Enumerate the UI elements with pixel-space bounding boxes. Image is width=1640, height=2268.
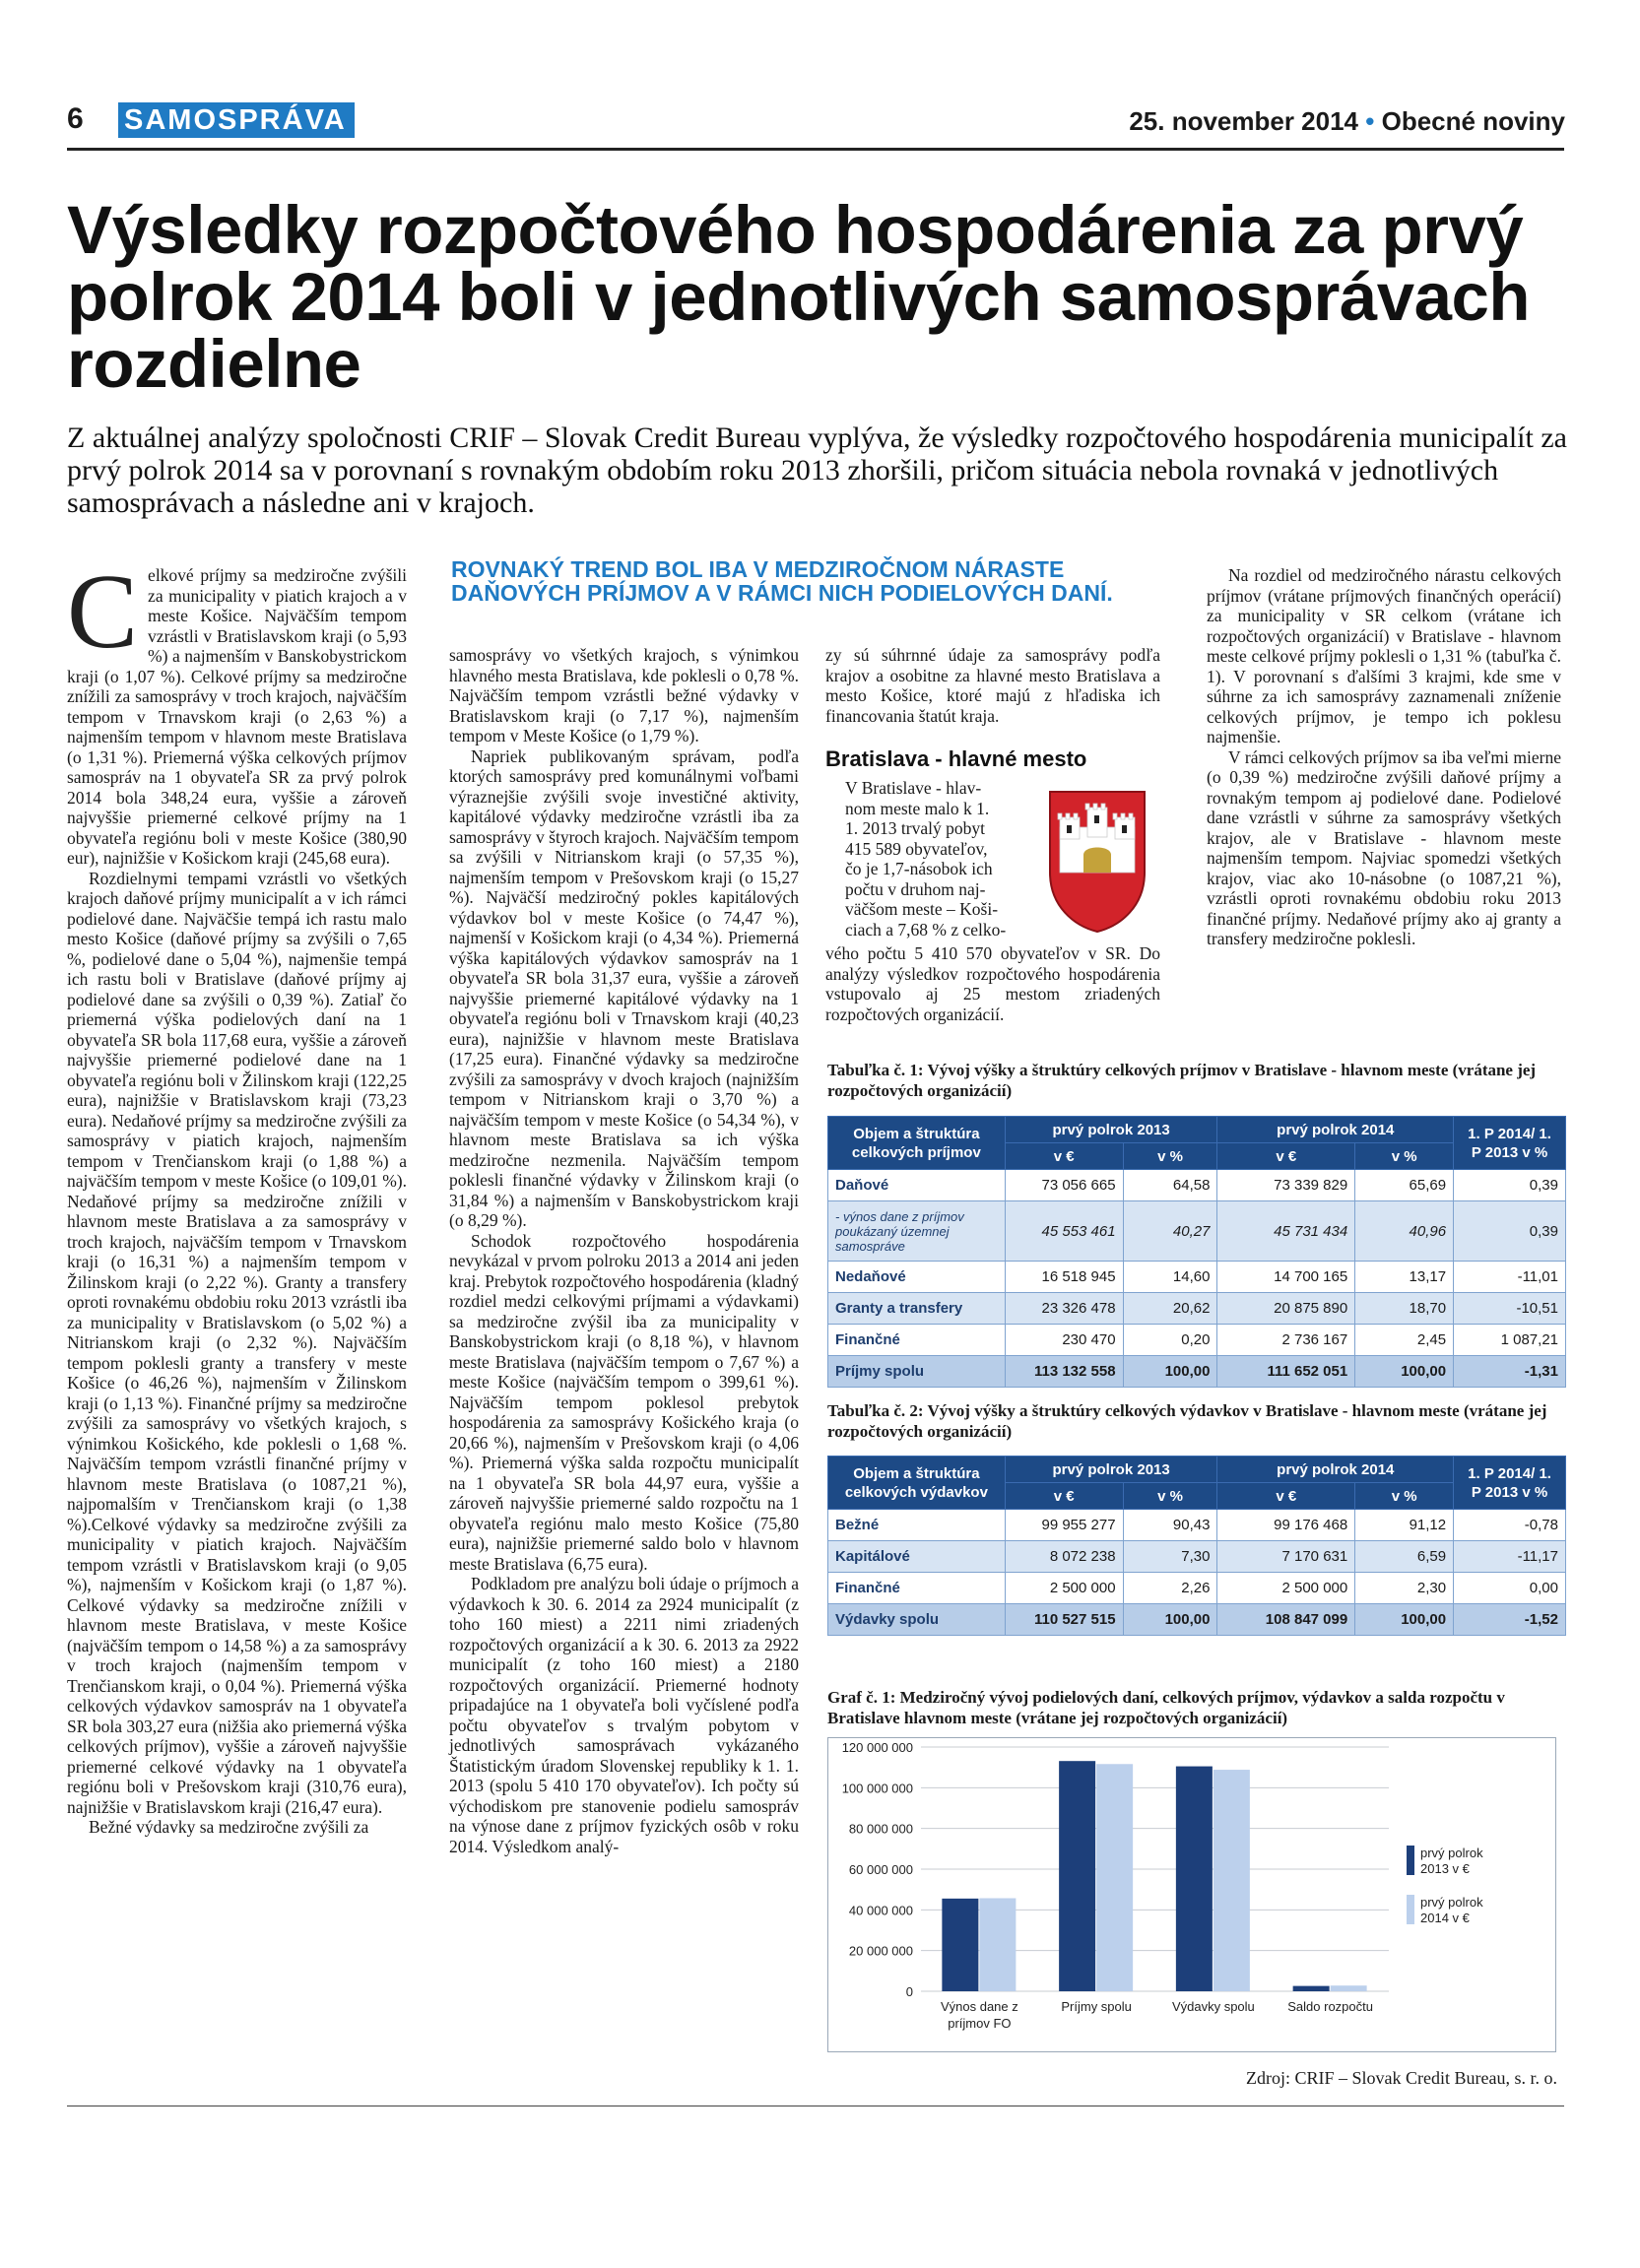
table-income xyxy=(827,1116,1566,1388)
page-number: 6 xyxy=(67,102,84,135)
cell: 16 518 945 xyxy=(1005,1262,1123,1293)
line: počtu v druhom naj- xyxy=(845,878,986,899)
y-tick-label: 20 000 000 xyxy=(848,1943,913,1959)
row-label: Výdavky spolu xyxy=(828,1604,1006,1636)
bar-chart xyxy=(827,1737,1556,2052)
cell: 20,62 xyxy=(1123,1293,1217,1325)
table-head-period2: prvý polrok 2014 xyxy=(1217,1117,1454,1143)
paragraph: Podkladom pre analýzu boli údaje o príjmoch a výdavkoch k 30. 6. 2014 za 2924 municipalít (z toho 160 miest) a 2211 nimi zriadených rozpočtových organizácií a k 30. 6. 2013 za 2922 municipalít (z toho 160 miest) a 2180 rozpočtových organizácií. Priemerné hodnoty pripadajúce na 1 obyvateľa boli vyčíslené podľa počtu obyvateľov s trvalým pobytom v jednotlivých samosprávach vykázaného Štatistickým úradom Slovenskej republiky k 1. 1. 2013 (spolu 5 410 170 obyvateľov). Ich počty sú východiskom pre stanovenie podielu samospráv na výnose dane z príjmov fyzických osôb v roku 2014. Výsledkom analý- xyxy=(449,1574,799,1856)
cell: 2,26 xyxy=(1123,1573,1217,1604)
bar xyxy=(1331,1985,1367,1991)
table-row xyxy=(828,1170,1566,1201)
paragraph: Napriek publikovaným správam, podľa ktorých samosprávy pred komunálnymi voľbami výraznejšie zvýšili svoje investičné aktivity, kapitálové výdavky medziročne vzrástli iba za samosprávy v štyroch krajoch. Najväčším tempom sa zvýšili v Nitrianskom kraji (o 57,35 %), najmenším tempom v Prešovskom kraji (o 15,27 %). Najväčší medziročný pokles kapitálových výdavkov bol v meste Košice (o 74,47 %), najmenší v Košickom kraji (o 4,34 %). Priemerná výška kapitálových výdavkov samospráv na 1 obyvateľa SR bola 31,37 eura, vyššie a zároveň najvyššie priemerné kapitálové výdavky na 1 obyvateľa regiónu boli v Trnavskom kraji (40,23 eura), najnižšie v hlavnom meste Bratislava (17,25 eura). Finančné výdavky sa medziročne zvýšili za samosprávy v dvoch krajoch (najnižším tempom v Nitrianskom kraji o 3,70 %) a najväčším tempom v meste Košice (o 54,34 %), v hlavnom meste Bratislava sa ich výška medziročne nezmenila. Najväčším tempom poklesli finančné výdavky v Žilinskom kraji (o 31,84 %) a najmenším v Banskobystrickom kraji (o 8,29 %). xyxy=(449,745,799,1230)
cell: -0,78 xyxy=(1454,1510,1566,1541)
legend-label: prvý polrok xyxy=(1420,1895,1483,1910)
y-tick-label: 60 000 000 xyxy=(848,1862,913,1877)
cell: 14,60 xyxy=(1123,1262,1217,1293)
cell: 2 736 167 xyxy=(1217,1325,1355,1356)
cell: 65,69 xyxy=(1355,1170,1454,1201)
cell: 14 700 165 xyxy=(1217,1262,1355,1293)
cell: 110 527 515 xyxy=(1005,1604,1123,1636)
cell: 0,39 xyxy=(1454,1170,1566,1201)
column-2 xyxy=(449,645,799,1856)
cell: 20 875 890 xyxy=(1217,1293,1355,1325)
table-head-eur: v € xyxy=(1217,1143,1355,1170)
paragraph: Schodok rozpočtového hospodárenia nevykázal v prvom polroku 2013 a 2014 ani jeden kraj. Prebytok rozpočtového hospodárenia (kladný rozdiel medzi celkovými príjmami a výdavkami) sa medziročne zvýšil iba za municipality v Banskobystrickom kraji (o 8,18 %), v hlavnom meste Bratislava (najväčším tempom o 7,67 %) a meste Košice (najväčším tempom o 399,61 %). Najväčším tempom poklesol prebytok hospodárenia za samosprávy Košického kraja (o 20,66 %), najmenším v Prešovskom kraji (o 4,06 %). Priemerná výška salda rozpočtu municipalít na 1 obyvateľa SR bola 44,97 eura, vyššie a zároveň najvyššie priemerné saldo rozpočtu na 1 obyvateľa regiónu malo mesto Košice (75,80 eura), najnižšie priemerné saldo bolo v hlavnom meste Bratislava (6,75 eura). xyxy=(449,1230,799,1574)
cell: 1 087,21 xyxy=(1454,1325,1566,1356)
column-1 xyxy=(67,553,407,1838)
line: väčšom meste – Koši- xyxy=(845,899,999,919)
header-rule xyxy=(67,148,1564,151)
table-row xyxy=(828,1201,1566,1262)
table-head-pct: v % xyxy=(1123,1143,1217,1170)
row-label: Bežné xyxy=(828,1510,1006,1541)
table-head-eur: v € xyxy=(1217,1483,1355,1510)
cell: 99 955 277 xyxy=(1005,1510,1123,1541)
cell: 91,12 xyxy=(1355,1510,1454,1541)
issue-info xyxy=(1129,106,1565,137)
paragraph: Na rozdiel od medziročného nárastu celkových príjmov (vrátane príjmových finančných operácií) za municipality v SR celkom (vrátane ich rozpočtových organizácií) v Bratislave - hlavnom meste celkové príjmy poklesli o 1,31 % (tabuľka č. 1). V porovnaní s ďalšími 3 krajmi, kde sme v súhrne za ich samosprávy zaznamenali zníženie celkových príjmov, je tempo ich poklesu najmenšie. xyxy=(1207,565,1561,746)
cell: 100,00 xyxy=(1123,1356,1217,1388)
paragraph: V rámci celkových príjmov sa iba veľmi mierne (o 0,39 %) medziročne zvýšili daňové príjmy a rovnakým tempom aj podielové dane. Podielové dane vzrástli v súhrne za samosprávy všetkých krajov, ale v Bratislave - hlavnom meste najmenším tempom. Najviac spomedzi všetkých krajov, viac ako 10-násobne (o 1087,21 %), vzrástli oproti rovnakému obdobiu roku 2013 finančné príjmy. Nedaňové príjmy ako aj granty a transfery medziročne poklesli. xyxy=(1207,746,1561,948)
cell: 7,30 xyxy=(1123,1541,1217,1573)
cell: 40,27 xyxy=(1123,1201,1217,1262)
cell: -1,52 xyxy=(1454,1604,1566,1636)
y-tick-label: 40 000 000 xyxy=(848,1903,913,1918)
column-4 xyxy=(1207,565,1561,949)
table-head-ratio: 1. P 2014/ 1. P 2013 v % xyxy=(1454,1457,1566,1510)
table-1-caption: Tabuľka č. 1: Vývoj výšky a štruktúry celkových príjmov v Bratislave - hlavnom meste (vrátane jej rozpočtových organizácií) xyxy=(827,1061,1537,1100)
cell: -10,51 xyxy=(1454,1293,1566,1325)
cell: 0,20 xyxy=(1123,1325,1217,1356)
table-row-total xyxy=(828,1356,1566,1388)
line: nom meste malo k 1. xyxy=(845,798,990,818)
paragraph: samosprávy vo všetkých krajoch, s výnimkou hlavného mesta Bratislava, kde poklesli o 0,78 %. Najväčším tempom vzrástli bežné výdavky v Bratislavskom kraji (o 7,17 %), najmenším tempom v Meste Košice (o 1,79 %). xyxy=(449,645,799,745)
section-label: SAMOSPRÁVA xyxy=(118,102,355,138)
x-tick-label: Výnos dane z xyxy=(940,1999,1018,2014)
y-tick-label: 80 000 000 xyxy=(848,1821,913,1837)
legend-swatch xyxy=(1407,1895,1414,1924)
line: V Bratislave - hlav- xyxy=(845,778,982,798)
column-3 xyxy=(825,645,1160,726)
paragraph xyxy=(67,553,407,869)
article-title: Výsledky rozpočtového hospodárenia za prvý polrok 2014 boli v jednotlivých samosprávach rozdielne xyxy=(67,192,1531,402)
line: ciach a 7,68 % z celko- xyxy=(845,919,1007,940)
cell: 64,58 xyxy=(1123,1170,1217,1201)
cell: 2,30 xyxy=(1355,1573,1454,1604)
table-row-total xyxy=(828,1604,1566,1636)
cell: -11,17 xyxy=(1454,1541,1566,1573)
cell: 8 072 238 xyxy=(1005,1541,1123,1573)
separator-dot: • xyxy=(1365,106,1375,136)
cell: -1,31 xyxy=(1454,1356,1566,1388)
cell: 45 731 434 xyxy=(1217,1201,1355,1262)
table-row xyxy=(828,1262,1566,1293)
cell: 2,45 xyxy=(1355,1325,1454,1356)
bratislava-coat-of-arms xyxy=(1046,788,1148,936)
table-row xyxy=(828,1293,1566,1325)
line: čo je 1,7-násobok ich xyxy=(845,859,993,878)
table-row xyxy=(828,1510,1566,1541)
legend-label: 2014 v € xyxy=(1420,1911,1470,1925)
cell: 6,59 xyxy=(1355,1541,1454,1573)
table-head-period2: prvý polrok 2014 xyxy=(1217,1457,1454,1483)
paragraph: zy sú súhrnné údaje za samosprávy podľa krajov a osobitne za hlavné mesto Bratislava a mesto Košice, ktoré majú z hľadiska ich financovania štatút kraja. xyxy=(825,645,1160,726)
cell: 73 339 829 xyxy=(1217,1170,1355,1201)
x-tick-label: Výdavky spolu xyxy=(1171,1999,1255,2014)
table-expenses xyxy=(827,1456,1566,1636)
row-label: Finančné xyxy=(828,1573,1006,1604)
cell: 2 500 000 xyxy=(1005,1573,1123,1604)
cell: -11,01 xyxy=(1454,1262,1566,1293)
table-head-pct: v % xyxy=(1355,1483,1454,1510)
cell: 23 326 478 xyxy=(1005,1293,1123,1325)
bar xyxy=(1293,1986,1330,1991)
paragraph: Bežné výdavky sa medziročne zvýšili za xyxy=(89,1817,369,1837)
bar xyxy=(1214,1770,1250,1991)
source-note: Zdroj: CRIF – Slovak Credit Bureau, s. r. o. xyxy=(1246,2068,1557,2088)
y-tick-label: 0 xyxy=(905,1984,913,1999)
legend-swatch xyxy=(1407,1846,1414,1875)
line: 415 589 obyvateľov, xyxy=(845,838,988,859)
pull-subhead: ROVNAKÝ TREND BOL IBA V MEDZIROČNOM NÁRASTE DAŇOVÝCH PRÍJMOV A V RÁMCI NICH PODIELOVÝCH DANÍ. xyxy=(451,556,1113,606)
article-lead: Z aktuálnej analýzy spoločnosti CRIF – Slovak Credit Bureau vyplýva, že výsledky rozpočtového hospodárenia municipalít za prvý polrok 2014 sa v porovnaní s rovnakým obdobím roku 2013 zhoršili, pričom situácia nebola rovnaká v jednotlivých samosprávach a následne ani v krajoch. xyxy=(67,421,1567,519)
cell: 100,00 xyxy=(1355,1604,1454,1636)
y-tick-label: 100 000 000 xyxy=(841,1781,913,1796)
table-2-caption: Tabuľka č. 2: Vývoj výšky a štruktúry celkových výdavkov v Bratislave - hlavnom meste (vrátane jej rozpočtových organizácií) xyxy=(827,1401,1547,1441)
table-head-period1: prvý polrok 2013 xyxy=(1005,1457,1217,1483)
legend-label: 2013 v € xyxy=(1420,1861,1470,1876)
cell: 40,96 xyxy=(1355,1201,1454,1262)
cell: 45 553 461 xyxy=(1005,1201,1123,1262)
row-label: Nedaňové xyxy=(828,1262,1006,1293)
table-row xyxy=(828,1325,1566,1356)
y-tick-label: 120 000 000 xyxy=(841,1740,913,1755)
drop-cap: C xyxy=(67,553,139,671)
issue-date: 25. november 2014 xyxy=(1129,106,1359,136)
table-row xyxy=(828,1573,1566,1604)
cell: 73 056 665 xyxy=(1005,1170,1123,1201)
chart-caption: Graf č. 1: Medziročný vývoj podielových daní, celkových príjmov, výdavkov a salda rozpočtu v Bratislave hlavnom meste (vrátane jej rozpočtových organizácií) xyxy=(827,1688,1505,1727)
table-head-period1: prvý polrok 2013 xyxy=(1005,1117,1217,1143)
cell: 18,70 xyxy=(1355,1293,1454,1325)
paragraph: Rozdielnymi tempami vzrástli vo všetkých krajoch daňové príjmy municipalít a v ich rámci podielové dane. Najväčšie tempá ich rastu malo mesto Košice (daňové príjmy sa zvýšili o 7,65 %, podielové dane o 5,04 %), najmenšie tempá ich rastu boli v Bratislave (daňové príjmy aj podielové dane sa zvýšili o 0,39 %). Zatiaľ čo priemerná výška podielových daní na 1 obyvateľa SR bola 117,68 eura, vyššie a zároveň najvyššie priemerné podielové dane na 1 obyvateľa regiónu boli v Žilinskom kraji (122,25 eura), najnižšie v Bratislavskom kraji (73,23 eura). Nedaňové príjmy sa medziročne zvýšili za samosprávy v piatich krajoch, najmenším tempom v Trenčianskom kraji (o 1,88 %) a najväčším tempom v meste Košice (o 109,01 %). Nedaňové príjmy sa medziročne znížili v hlavnom meste Bratislava a za samosprávy v troch krajoch, najväčším tempom v Trnavskom kraji (o 16,31 %) a najmenším tempom v Žilinskom kraji (o 2,22 %). Granty a transfery oproti rovnakému obdobiu roku 2013 vzrástli iba za municipality v Bratislavskom (o 5,02 %) a Nitrianskom kraji (o 2,32 %). Najväčším tempom poklesli granty a transfery v meste Košice (o 46,26 %), najmenším v Žilinskom kraji (o 1,13 %). Finančné príjmy sa medziročne zvýšili za samosprávy vo všetkých krajoch, s výnimkou Košického, kde poklesli o 1,68 %. Najväčším tempom vzrástli finančné príjmy v hlavnom meste Bratislava (o 1087,21 %), najpomalším v Trenčianskom kraji (o 1,38 %).Celkové výdavky sa medziročne zvýšili za municipality v piatich krajoch. Najväčším tempom vzrástli v Bratislavskom kraji (o 9,05 %), najmenším v Košickom kraji (o 1,87 %). Celkové výdavky sa medziročne znížili v hlavnom meste Bratislava, v meste Košice (najväčším tempom o 14,58 %) a za samosprávy v troch krajoch (najmenším tempom v Trenčianskom kraji, o 0,04 %). Priemerná výška celkových výdavkov samospráv na 1 obyvateľa SR bola 303,27 eura (nižšia ako priemerná výška celkových príjmov), vyššie a zároveň najvyššie priemerné celkové výdavky na 1 obyvateľa regiónu boli v Prešovskom kraji (310,76 eura), najnižšie v Bratislavskom kraji (216,47 eura). xyxy=(67,868,407,1817)
cell: 108 847 099 xyxy=(1217,1604,1355,1636)
bar xyxy=(979,1898,1016,1991)
bar xyxy=(1059,1761,1095,1991)
bar xyxy=(1176,1767,1213,1991)
cell: 100,00 xyxy=(1123,1604,1217,1636)
section-title-bratislava: Bratislava - hlavné mesto xyxy=(825,746,1087,771)
table-head-label: Objem a štruktúra celkových výdavkov xyxy=(828,1457,1006,1510)
table-head-pct: v % xyxy=(1355,1143,1454,1170)
cell: 2 500 000 xyxy=(1217,1573,1355,1604)
row-label: Kapitálové xyxy=(828,1541,1006,1573)
table-head-eur: v € xyxy=(1005,1143,1123,1170)
publication-name: Obecné noviny xyxy=(1381,106,1565,136)
cell: 90,43 xyxy=(1123,1510,1217,1541)
line: 1. 2013 trvalý pobyt xyxy=(845,818,985,838)
cell: 7 170 631 xyxy=(1217,1541,1355,1573)
row-label: Granty a transfery xyxy=(828,1293,1006,1325)
cell: 100,00 xyxy=(1355,1356,1454,1388)
chart-container xyxy=(827,1737,1556,2052)
cell: 99 176 468 xyxy=(1217,1510,1355,1541)
table-head-eur: v € xyxy=(1005,1483,1123,1510)
cell: 13,17 xyxy=(1355,1262,1454,1293)
row-label: - výnos dane z príjmov poukázaný územnej samospráve xyxy=(828,1201,1006,1262)
x-tick-label: Saldo rozpočtu xyxy=(1287,1999,1373,2014)
table-head-ratio: 1. P 2014/ 1. P 2013 v % xyxy=(1454,1117,1566,1170)
x-tick-label: Príjmy spolu xyxy=(1061,1999,1132,2014)
cell: 0,00 xyxy=(1454,1573,1566,1604)
row-label: Finančné xyxy=(828,1325,1006,1356)
cell: 111 652 051 xyxy=(1217,1356,1355,1388)
bar xyxy=(942,1899,978,1991)
cell: 113 132 558 xyxy=(1005,1356,1123,1388)
paragraph-text: elkové príjmy sa medziročne zvýšili za municipality v piatich krajoch a v meste Košice. Najväčším tempom vzrástli v Bratislavskom kraji (o 5,93 %) a najmenším v Banskobystrickom kraji (o 1,07 %). Celkové príjmy sa medziročne znížili za samosprávy v troch krajoch, najväčším tempom v Trnavskom kraji (o 2,63 %) a najmenším tempom v hlavnom meste Bratislava (o 1,31 %). Priemerná výška celkových príjmov samospráv na 1 obyvateľa SR za prvý polrok 2014 bola 348,24 eura, vyššie a zároveň najvyššie priemerné celkové príjmy na 1 obyvateľa regiónu boli v meste Košice (380,90 eur), najnižšie v Košickom kraji (245,68 eura). xyxy=(67,565,407,868)
row-label: Daňové xyxy=(828,1170,1006,1201)
bratislava-paragraph-cont xyxy=(825,943,1160,1024)
x-tick-label: príjmov FO xyxy=(948,2016,1012,2031)
bar xyxy=(1096,1764,1133,1991)
paragraph: vého počtu 5 410 570 obyvateľov v SR. Do analýzy výsledkov rozpočtového hospodárenia vstupovalo aj 25 mestom zriadených rozpočtových organizácií. xyxy=(825,943,1160,1024)
table-head-pct: v % xyxy=(1123,1483,1217,1510)
row-label: Príjmy spolu xyxy=(828,1356,1006,1388)
cell: 0,39 xyxy=(1454,1201,1566,1262)
cell: 230 470 xyxy=(1005,1325,1123,1356)
table-row xyxy=(828,1541,1566,1573)
legend-label: prvý polrok xyxy=(1420,1846,1483,1860)
table-head-label: Objem a štruktúra celkových príjmov xyxy=(828,1117,1006,1170)
